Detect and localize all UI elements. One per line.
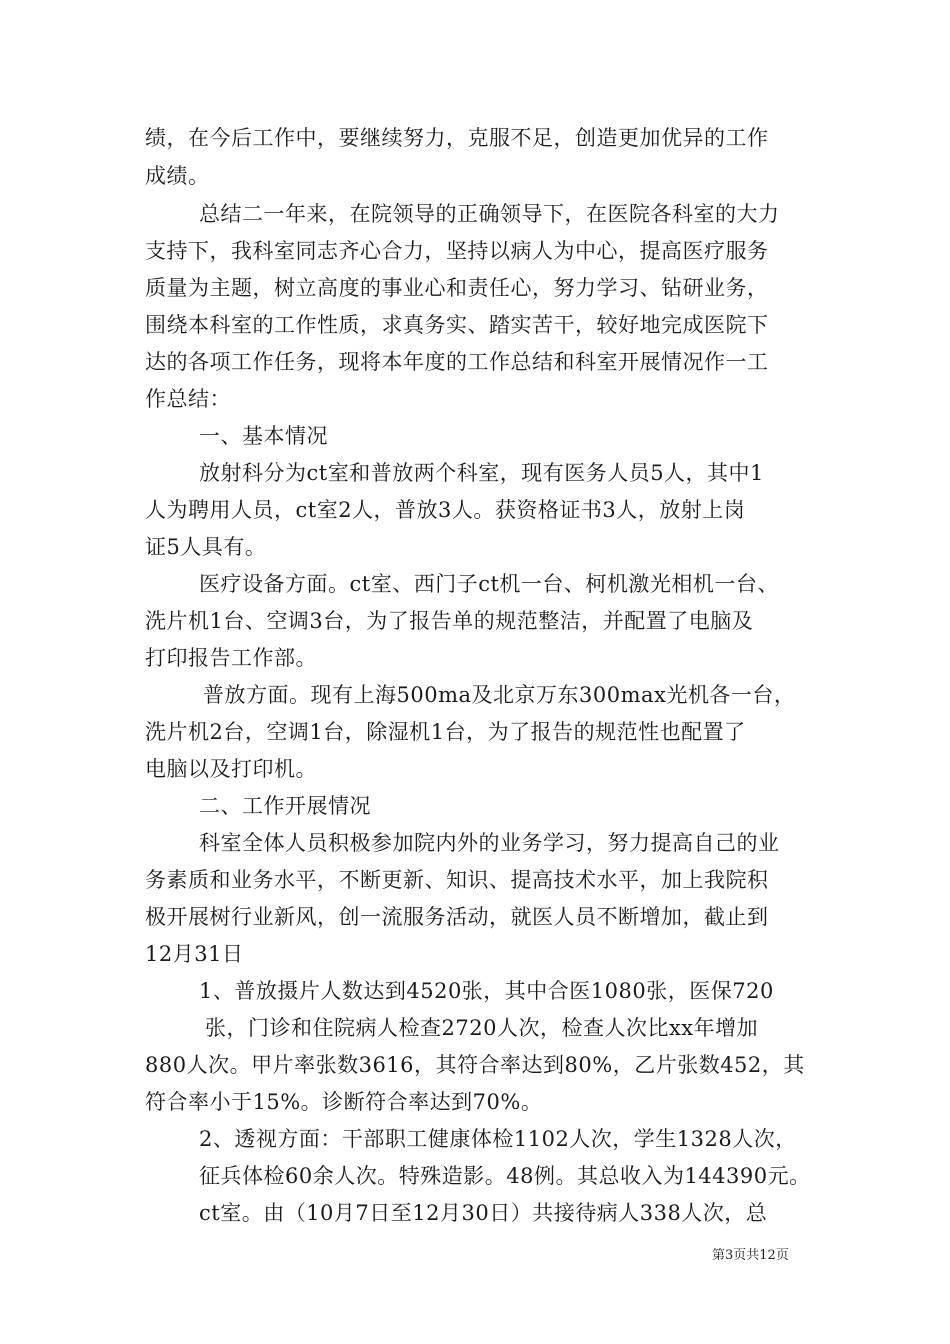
text-line: 普放方面。现有上海500ma及北京万东300max光机各一台，	[203, 683, 796, 707]
text-line: 符合率小于15%。诊断符合率达到70%。	[145, 1090, 543, 1114]
text-line: 放射科分为ct室和普放两个科室，现有医务人员5人，其中1	[199, 461, 764, 485]
text-line: ct室。由（10月7日至12月30日）共接待病人338人次，总	[199, 1201, 768, 1225]
text-line: 医疗设备方面。ct室、西门子ct机一台、柯机激光相机一台、	[199, 572, 779, 596]
section-heading: 二、工作开展情况	[199, 794, 371, 818]
section-heading: 一、基本情况	[199, 424, 328, 448]
text-line: 质量为主题，树立高度的事业心和责任心，努力学习、钻研业务，	[145, 276, 769, 300]
text-line: 打印报告工作部。	[145, 646, 317, 670]
text-line: 成绩。	[145, 164, 210, 188]
page-number-footer: 第3页共12页	[712, 1248, 789, 1263]
text-line: 洗片机2台，空调1台，除湿机1台，为了报告的规范性也配置了	[145, 720, 746, 744]
text-line: 绩，在今后工作中，要继续努力，克服不足，创造更加优异的工作	[145, 126, 769, 150]
text-line: 洗片机1台、空调3台，为了报告单的规范整洁，并配置了电脑及	[145, 609, 754, 633]
text-line: 达的各项工作任务，现将本年度的工作总结和科室开展情况作一工	[145, 350, 769, 374]
text-line: 1、普放摄片人数达到4520张，其中合医1080张，医保720	[199, 979, 774, 1003]
text-line: 科室全体人员积极参加院内外的业务学习，努力提高自己的业	[199, 831, 780, 855]
text-line: 支持下，我科室同志齐心合力，坚持以病人为中心，提高医疗服务	[145, 239, 769, 263]
text-line: 极开展树行业新风，创一流服务活动，就医人员不断增加，截止到	[145, 905, 769, 929]
text-line: 电脑以及打印机。	[145, 757, 317, 781]
text-line: 总结二一年来，在院领导的正确领导下，在医院各科室的大力	[199, 202, 780, 226]
text-line: 张，门诊和住院病人检查2720人次，检查人次比xx年增加	[205, 1016, 759, 1040]
text-line: 2、透视方面：干部职工健康体检1102人次，学生1328人次，	[199, 1127, 797, 1151]
text-line: 围绕本科室的工作性质，求真务实、踏实苦干，较好地完成医院下	[145, 313, 769, 337]
text-line: 证5人具有。	[145, 535, 267, 559]
text-line: 务素质和业务水平，不断更新、知识、提高技术水平，加上我院积	[145, 868, 769, 892]
text-line: 880人次。甲片率张数3616，其符合率达到80%，乙片张数452，其	[145, 1053, 805, 1077]
text-line: 12月31日	[145, 942, 244, 966]
text-line: 作总结：	[145, 387, 231, 411]
text-line: 征兵体检60余人次。特殊造影。48例。其总收入为144390元。	[199, 1164, 811, 1188]
text-line: 人为聘用人员，ct室2人，普放3人。获资格证书3人，放射上岗	[145, 498, 746, 522]
